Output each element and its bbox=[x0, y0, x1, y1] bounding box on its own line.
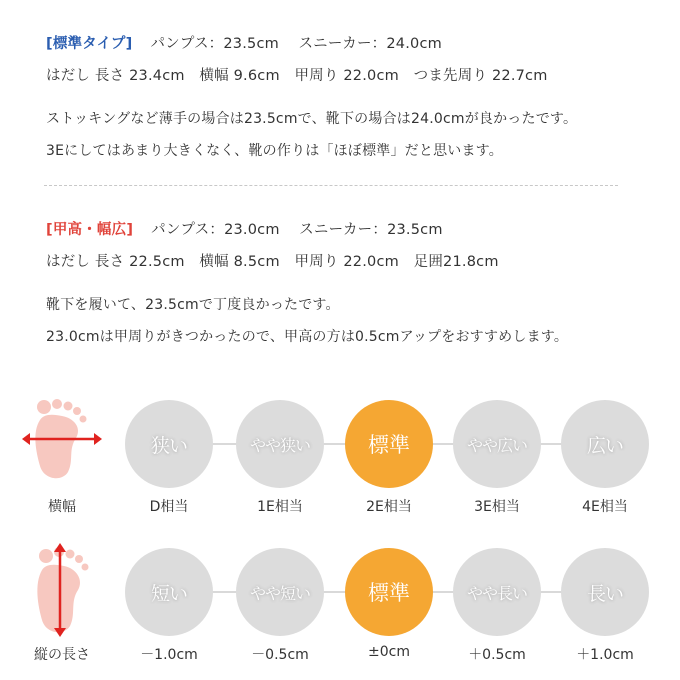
foot-length-icon bbox=[22, 540, 102, 640]
length-caption-plus-05: ＋0.5cm bbox=[468, 647, 526, 663]
wide-comment-2: 23.0cmは甲周りがきつかったので、甲高の方は0.5cmアップをおすすめします。 bbox=[46, 329, 569, 345]
length-step-slightly-short: やや短い bbox=[236, 548, 324, 636]
standard-type-tag: [標準タイプ] bbox=[46, 36, 133, 52]
width-caption-3e: 3E相当 bbox=[474, 499, 520, 515]
standard-shoe-sizes: パンプス：23.5cm スニーカー：24.0cm bbox=[150, 36, 442, 52]
wide-type-tag: [甲高・幅広] bbox=[46, 222, 134, 238]
wide-size-line bbox=[46, 218, 443, 239]
width-step-standard: 標準 bbox=[345, 400, 433, 488]
width-scale-label: 横幅 bbox=[48, 499, 76, 515]
length-step-short: 短い bbox=[125, 548, 213, 636]
length-caption-plus-1: ＋1.0cm bbox=[576, 647, 634, 663]
length-step-long: 長い bbox=[561, 548, 649, 636]
length-step-slightly-long: やや長い bbox=[453, 548, 541, 636]
width-caption-4e: 4E相当 bbox=[582, 499, 628, 515]
standard-size-line bbox=[46, 32, 442, 53]
section-divider bbox=[44, 185, 618, 186]
foot-width-icon bbox=[18, 394, 108, 486]
width-scale bbox=[0, 392, 680, 515]
length-caption-zero: ±0cm bbox=[368, 644, 410, 660]
standard-foot-measurements: はだし 長さ 23.4cm 横幅 9.6cm 甲周り 22.0cm つま先周り 22.7cm bbox=[46, 68, 548, 84]
width-caption-1e: 1E相当 bbox=[257, 499, 303, 515]
wide-shoe-sizes: パンプス：23.0cm スニーカー：23.5cm bbox=[151, 222, 443, 238]
width-step-slightly-wide: やや広い bbox=[453, 400, 541, 488]
width-step-wide: 広い bbox=[561, 400, 649, 488]
length-scale bbox=[0, 540, 680, 663]
length-caption-minus-05: －0.5cm bbox=[251, 647, 309, 663]
standard-comment-2: 3Eにしてはあまり大きくなく、靴の作りは「ほぼ標準」だと思います。 bbox=[46, 143, 503, 159]
wide-comment-1: 靴下を履いて、23.5cmで丁度良かったです。 bbox=[46, 297, 340, 313]
width-caption-2e: 2E相当 bbox=[366, 499, 412, 515]
length-step-standard: 標準 bbox=[345, 548, 433, 636]
width-caption-d: D相当 bbox=[149, 499, 189, 515]
width-step-narrow: 狭い bbox=[125, 400, 213, 488]
length-caption-minus-1: －1.0cm bbox=[140, 647, 198, 663]
wide-foot-measurements: はだし 長さ 22.5cm 横幅 8.5cm 甲周り 22.0cm 足囲21.8cm bbox=[46, 254, 499, 270]
width-step-slightly-narrow: やや狭い bbox=[236, 400, 324, 488]
standard-comment-1: ストッキングなど薄手の場合は23.5cmで、靴下の場合は24.0cmが良かったです。 bbox=[46, 111, 578, 127]
length-scale-label: 縦の長さ bbox=[34, 647, 90, 663]
